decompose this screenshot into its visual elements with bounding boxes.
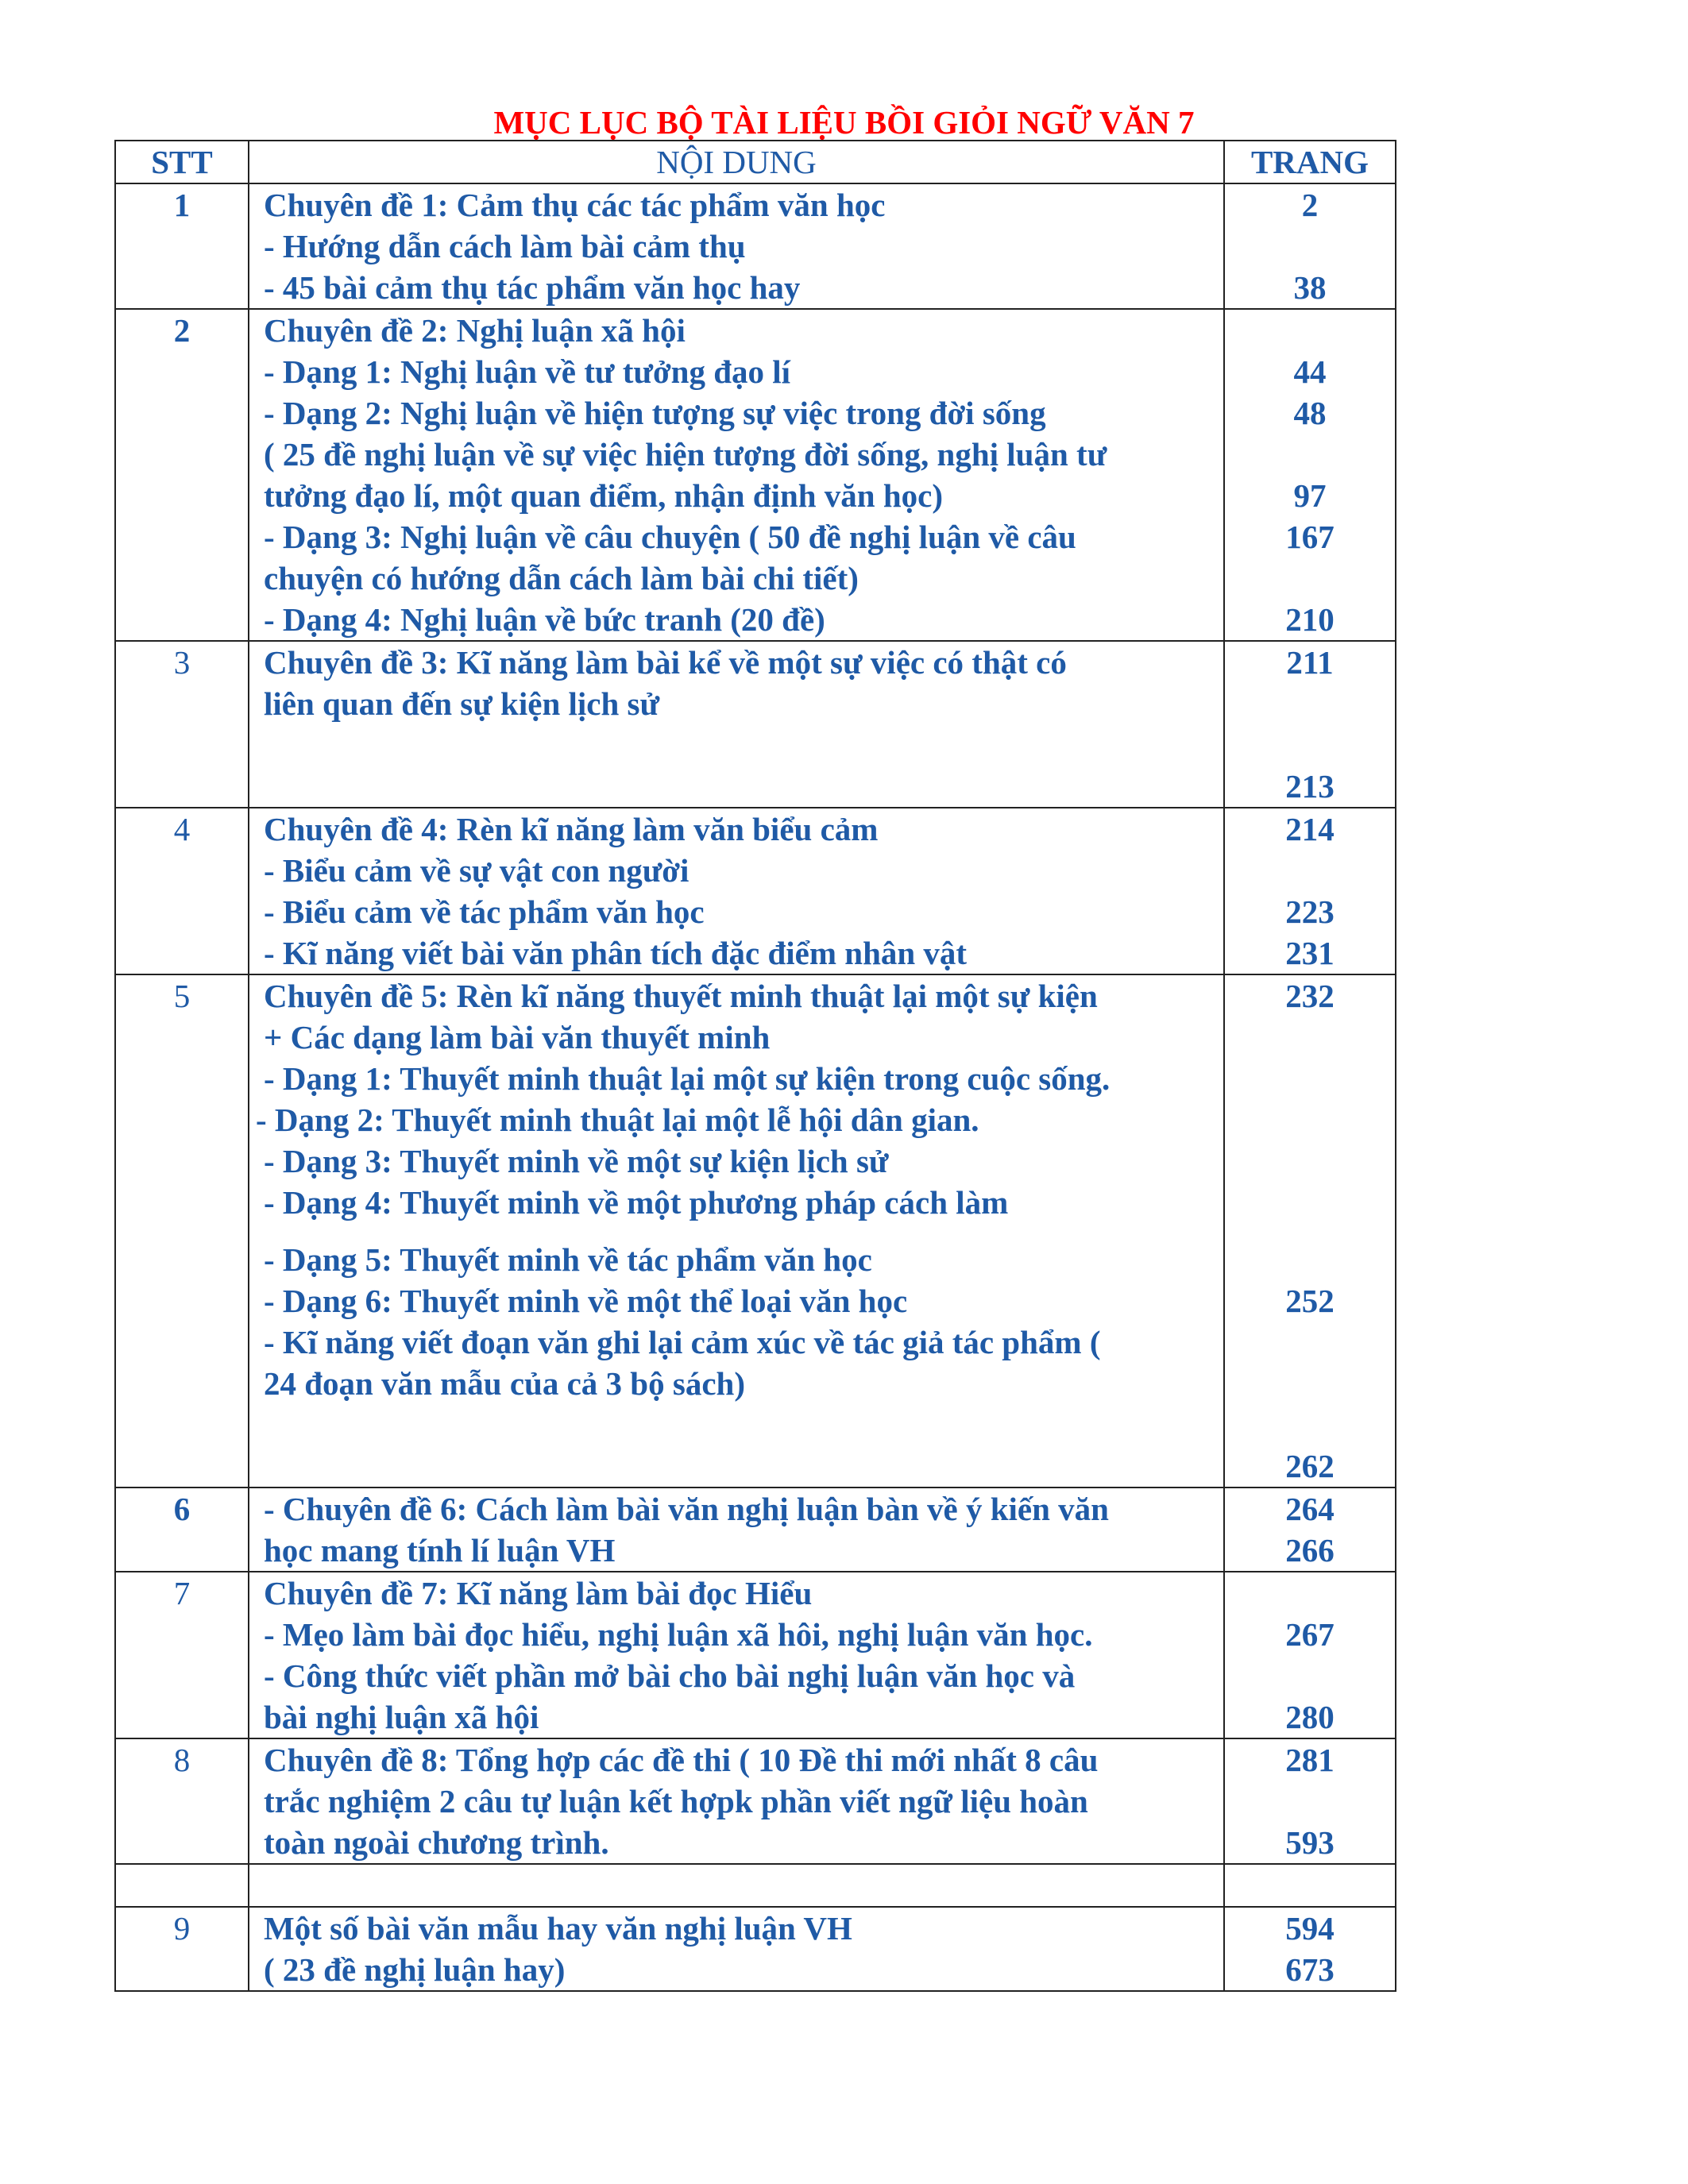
page-number: 264 bbox=[1285, 1491, 1335, 1527]
page-number: 231 bbox=[1285, 935, 1335, 971]
page-number: 232 bbox=[1285, 978, 1335, 1014]
table-row bbox=[115, 808, 1396, 974]
page-number: 252 bbox=[1285, 1283, 1335, 1319]
page-number bbox=[1225, 1140, 1395, 1182]
page-number: 594 bbox=[1285, 1910, 1335, 1947]
content-line: Chuyên đề 8: Tổng hợp các đề thi ( 10 Đề thi mới nhất 8 câu bbox=[264, 1742, 1099, 1778]
toc-body bbox=[115, 183, 1396, 1991]
content-line: Chuyên đề 3: Kĩ năng làm bài kể về một sự việc có thật có bbox=[264, 644, 1067, 681]
row-pages bbox=[1224, 974, 1396, 1488]
row-number: 1 bbox=[115, 183, 249, 309]
page-number bbox=[1225, 683, 1395, 724]
row-number: 9 bbox=[115, 1907, 249, 1991]
content-line: liên quan đến sự kiện lịch sử bbox=[264, 685, 660, 722]
page-number: 167 bbox=[1285, 519, 1335, 555]
row-pages bbox=[1224, 183, 1396, 309]
content-line bbox=[249, 1865, 1223, 1906]
page-number bbox=[1225, 1655, 1395, 1696]
row-content bbox=[249, 183, 1224, 309]
row-number: 2 bbox=[115, 309, 249, 641]
table-row bbox=[115, 1864, 1396, 1907]
page-number bbox=[1225, 310, 1395, 351]
row-number: 6 bbox=[115, 1488, 249, 1572]
content-line: - Kĩ năng viết bài văn phân tích đặc điểm nhân vật bbox=[264, 935, 968, 971]
page-number bbox=[1225, 1017, 1395, 1058]
content-line bbox=[249, 766, 1223, 807]
content-line: - Dạng 4: Thuyết minh về một phương pháp cách làm bbox=[264, 1184, 1009, 1221]
row-number: 5 bbox=[115, 974, 249, 1488]
page-number bbox=[1225, 1572, 1395, 1614]
row-content bbox=[249, 1907, 1224, 1991]
content-line: - Biểu cảm về sự vật con người bbox=[264, 852, 689, 889]
page-number bbox=[1225, 1865, 1395, 1906]
content-line: Chuyên đề 1: Cảm thụ các tác phẩm văn học bbox=[264, 187, 886, 223]
page-number bbox=[1225, 226, 1395, 267]
page-number: 223 bbox=[1285, 893, 1335, 930]
content-line: - Dạng 1: Nghị luận về tư tưởng đạo lí bbox=[264, 353, 791, 390]
table-row bbox=[115, 1572, 1396, 1738]
row-pages bbox=[1224, 1572, 1396, 1738]
table-row bbox=[115, 1907, 1396, 1991]
page-number: 97 bbox=[1293, 477, 1327, 514]
page-number: 213 bbox=[1285, 768, 1335, 805]
content-line: - Dạng 5: Thuyết minh về tác phẩm văn học bbox=[264, 1241, 872, 1278]
content-line: - Dạng 3: Thuyết minh về một sự kiện lịch sử bbox=[264, 1143, 889, 1179]
content-line: tưởng đạo lí, một quan điểm, nhận định văn học) bbox=[264, 477, 944, 514]
table-row bbox=[115, 641, 1396, 808]
row-pages bbox=[1224, 1488, 1396, 1572]
page-number bbox=[1225, 724, 1395, 766]
row-content bbox=[249, 808, 1224, 974]
table-row bbox=[115, 309, 1396, 641]
row-pages bbox=[1224, 1907, 1396, 1991]
table-row bbox=[115, 183, 1396, 309]
content-line: - Biểu cảm về tác phẩm văn học bbox=[264, 893, 705, 930]
row-pages bbox=[1224, 808, 1396, 974]
content-line: - Dạng 2: Nghị luận về hiện tượng sự việc trong đời sống bbox=[264, 395, 1046, 431]
page-number bbox=[1225, 1404, 1395, 1445]
row-content bbox=[249, 1738, 1224, 1864]
content-line: trắc nghiệm 2 câu tự luận kết hợpk phần viết ngữ liệu hoàn bbox=[264, 1783, 1088, 1819]
content-line: - Dạng 6: Thuyết minh về một thể loại văn học bbox=[264, 1283, 908, 1319]
page-number bbox=[1225, 1239, 1395, 1280]
page-number: 38 bbox=[1293, 269, 1327, 306]
content-line: Một số bài văn mẫu hay văn nghị luận VH bbox=[264, 1910, 852, 1947]
row-pages bbox=[1224, 309, 1396, 641]
row-number: 3 bbox=[115, 641, 249, 808]
header-content: NỘI DUNG bbox=[249, 141, 1224, 183]
page-number bbox=[1225, 850, 1395, 891]
row-number: 8 bbox=[115, 1738, 249, 1864]
table-row bbox=[115, 974, 1396, 1488]
page-number bbox=[1225, 1363, 1395, 1404]
page-number bbox=[1225, 558, 1395, 599]
page-number: 673 bbox=[1285, 1951, 1335, 1988]
content-line: toàn ngoài chương trình. bbox=[264, 1824, 609, 1861]
row-content bbox=[249, 641, 1224, 808]
table-row bbox=[115, 1738, 1396, 1864]
row-number: 4 bbox=[115, 808, 249, 974]
content-line: chuyện có hướng dẫn cách làm bài chi tiết) bbox=[264, 560, 859, 596]
content-line: Chuyên đề 5: Rèn kĩ năng thuyết minh thuật lại một sự kiện bbox=[264, 978, 1098, 1014]
header-stt: STT bbox=[115, 141, 249, 183]
content-line: - Hướng dẫn cách làm bài cảm thụ bbox=[264, 228, 746, 264]
content-line: Chuyên đề 4: Rèn kĩ năng làm văn biểu cảm bbox=[264, 811, 879, 847]
page-number: 214 bbox=[1285, 811, 1335, 847]
page-title: MỤC LỤC BỘ TÀI LIỆU BỒI GIỎI NGỮ VĂN 7 bbox=[493, 104, 1195, 141]
content-line: ( 25 đề nghị luận về sự việc hiện tượng đời sống, nghị luận tư bbox=[264, 436, 1107, 473]
page-number bbox=[1225, 1322, 1395, 1363]
row-pages bbox=[1224, 1738, 1396, 1864]
page-number: 210 bbox=[1285, 601, 1335, 638]
page-number bbox=[1225, 1781, 1395, 1822]
page-number bbox=[1225, 434, 1395, 475]
page-number: 44 bbox=[1293, 353, 1327, 390]
content-line: - Chuyên đề 6: Cách làm bài văn nghị luận bàn về ý kiến văn bbox=[264, 1491, 1109, 1527]
table-header-row bbox=[115, 141, 1396, 183]
page-number: 48 bbox=[1293, 395, 1327, 431]
table-row bbox=[115, 1488, 1396, 1572]
page-number bbox=[1225, 1099, 1395, 1140]
content-line: bài nghị luận xã hội bbox=[264, 1699, 539, 1735]
content-line: Chuyên đề 2: Nghị luận xã hội bbox=[264, 312, 686, 349]
page-number: 2 bbox=[1301, 187, 1319, 223]
row-pages bbox=[1224, 641, 1396, 808]
content-line bbox=[249, 1404, 1223, 1445]
row-content bbox=[249, 1864, 1224, 1907]
content-line: ( 23 đề nghị luận hay) bbox=[264, 1951, 566, 1988]
page-number: 262 bbox=[1285, 1448, 1335, 1484]
content-line: - Dạng 1: Thuyết minh thuật lại một sự kiện trong cuộc sống. bbox=[264, 1060, 1111, 1097]
row-number bbox=[115, 1864, 249, 1907]
content-line: - Dạng 4: Nghị luận về bức tranh (20 đề) bbox=[264, 601, 825, 638]
content-line: - Mẹo làm bài đọc hiểu, nghị luận xã hôi, nghị luận văn học. bbox=[264, 1616, 1093, 1653]
row-content bbox=[249, 1572, 1224, 1738]
row-content bbox=[249, 1488, 1224, 1572]
page-number: 281 bbox=[1285, 1742, 1335, 1778]
content-line: - Công thức viết phần mở bài cho bài nghị luận văn học và bbox=[264, 1657, 1076, 1694]
content-line: - 45 bài cảm thụ tác phẩm văn học hay bbox=[264, 269, 801, 306]
page-number: 266 bbox=[1285, 1532, 1335, 1569]
page-number bbox=[1225, 1182, 1395, 1223]
page-number bbox=[1225, 1058, 1395, 1099]
content-line bbox=[249, 724, 1223, 766]
row-number: 7 bbox=[115, 1572, 249, 1738]
toc-table bbox=[114, 140, 1396, 1992]
content-line: - Kĩ năng viết đoạn văn ghi lại cảm xúc về tác giả tác phẩm ( bbox=[264, 1324, 1101, 1360]
content-line: học mang tính lí luận VH bbox=[264, 1532, 616, 1569]
row-content bbox=[249, 309, 1224, 641]
page-number: 280 bbox=[1285, 1699, 1335, 1735]
content-line: 24 đoạn văn mẫu của cả 3 bộ sách) bbox=[264, 1365, 745, 1402]
content-line bbox=[249, 1445, 1223, 1487]
page-number: 267 bbox=[1285, 1616, 1335, 1653]
page-number: 211 bbox=[1286, 644, 1334, 681]
row-pages bbox=[1224, 1864, 1396, 1907]
row-content bbox=[249, 974, 1224, 1488]
page-number: 593 bbox=[1285, 1824, 1335, 1861]
header-page: TRANG bbox=[1224, 141, 1396, 183]
content-line: - Dạng 2: Thuyết minh thuật lại một lễ hội dân gian. bbox=[256, 1102, 979, 1138]
content-line: - Dạng 3: Nghị luận về câu chuyện ( 50 đề nghị luận về câu bbox=[264, 519, 1076, 555]
content-line: + Các dạng làm bài văn thuyết minh bbox=[264, 1019, 771, 1055]
content-line: Chuyên đề 7: Kĩ năng làm bài đọc Hiểu bbox=[264, 1575, 813, 1611]
